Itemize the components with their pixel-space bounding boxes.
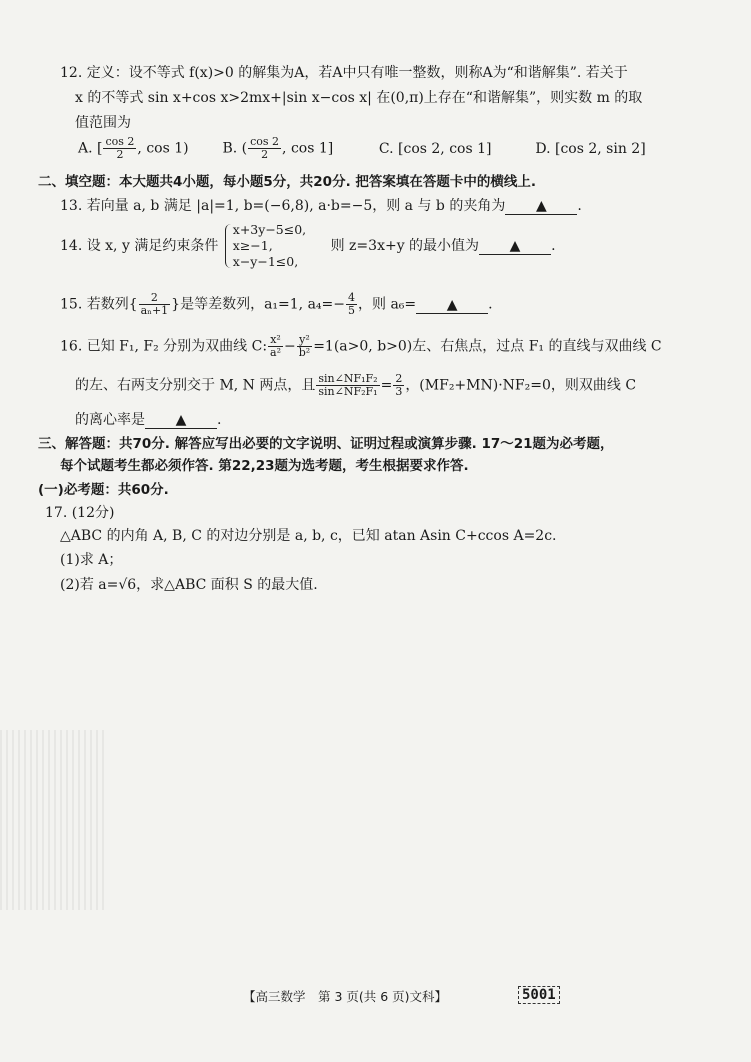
q12-options	[78, 136, 646, 161]
q12-option-b: B. ( $\frac{\cos 2}{2}$ , cos 1]	[222, 135, 334, 161]
q12-line2: x 的不等式 sin x+cos x>2mx+|sin x−cos x| 在(0,π)上存在“和谐解集”，则实数 m 的取	[75, 90, 643, 106]
q14: 14. 设 x, y 满足约束条件 x+3y−5≤0, x≥−1, x−y−1≤0, 则 z=3x+y 的最小值为 ▲ .	[60, 222, 556, 269]
q13: 13. 若向量 a, b 满足 |a|=1, b=(−6,8), a·b=−5，则 a 与 b 的夹角为 ▲ .	[60, 198, 582, 214]
q12-option-a: A. [ $\frac{\cos 2}{2}$ , cos 1)	[78, 135, 189, 161]
q12-line3: 值范围为	[75, 115, 131, 131]
q17-part1: (1)求 A；	[60, 552, 123, 568]
q17-part2: (2)若 a=√6，求△ABC 面积 S 的最大值.	[60, 577, 318, 593]
q16-line2: 的左、右两支分别交于 M, N 两点，且 $\frac{\text{sin∠NF₁F₂}}{\text{sin∠NF₂F₁}}$ = $\frac{2}{3}$ ，(MF₂+MN)·NF₂=0，则双曲线 C	[75, 372, 637, 398]
q16-line3: 的离心率是 ▲ .	[75, 412, 222, 428]
q17-header: 17. (12分)	[45, 505, 115, 521]
q12-option-c: C. [cos 2, cos 1]	[378, 140, 492, 157]
constraint-brace: x+3y−5≤0, x≥−1, x−y−1≤0,	[223, 222, 306, 270]
section3-heading-line2: 每个试题考生都必须作答. 第22,23题为选考题，考生根据要求作答.	[60, 458, 469, 474]
page-footer: 【高三数学 第 3 页(共 6 页)文科】	[243, 989, 448, 1004]
scan-edge-shadow	[0, 730, 105, 910]
q17-body: △ABC 的内角 A, B, C 的对边分别是 a, b, c，已知 atan Asin C+ccos A=2c.	[60, 528, 557, 544]
q16-line1: 16. 已知 F₁, F₂ 分别为双曲线 C: $\frac{\text{x²}}{\text{a²}}$ − $\frac{\text{y²}}{\text{b²}}$ =1(a>0, b>0)左、右焦点，过点 F₁ 的直线与双曲线 C	[60, 333, 662, 359]
exam-code: 5001	[518, 986, 560, 1004]
q15: 15. 若数列{ $\frac{2}{\text{aₙ+1}}$ }是等差数列，a₁=1, a₄=− $\frac{4}{5}$ ，则 a₆= ▲ .	[60, 291, 493, 317]
q12-line1: 12. 定义：设不等式 f(x)>0 的解集为A，若A中只有唯一整数，则称A为“和谐解集”. 若关于	[60, 65, 628, 81]
section2-heading: 二、填空题：本大题共4小题，每小题5分，共20分. 把答案填在答题卡中的横线上.	[38, 174, 537, 190]
q12-option-d: D. [cos 2, sin 2]	[535, 140, 646, 157]
part1-heading: (一)必考题：共60分.	[38, 482, 169, 498]
section3-heading-line1: 三、解答题：共70分. 解答应写出必要的文字说明、证明过程或演算步骤. 17～21题为必考题，	[38, 436, 614, 452]
